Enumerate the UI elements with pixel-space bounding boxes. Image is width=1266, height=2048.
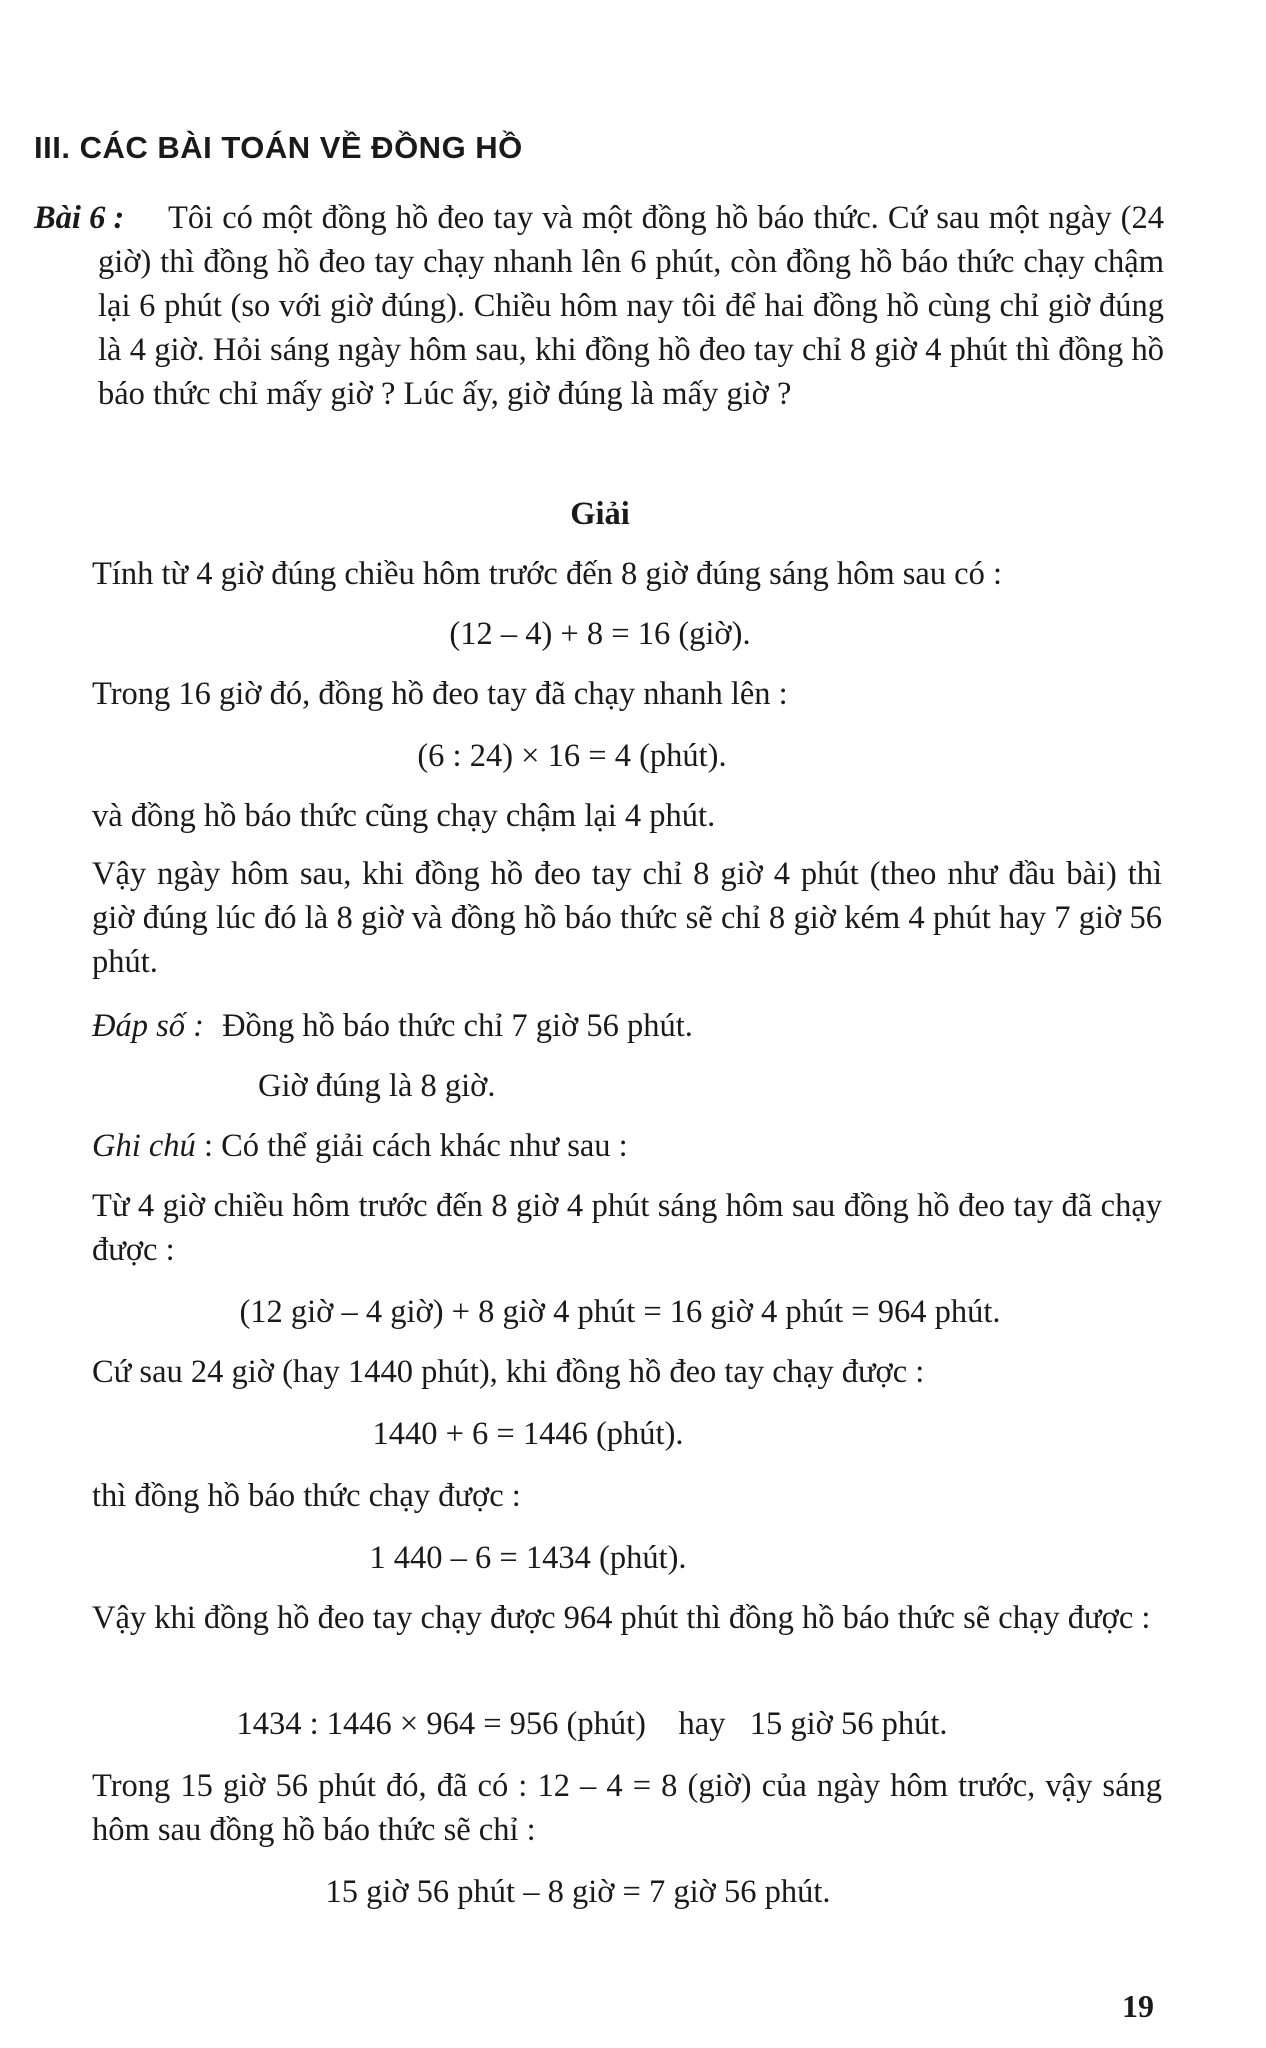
note-label: Ghi chú bbox=[92, 1128, 196, 1164]
problem-label: Bài 6 : bbox=[34, 200, 125, 236]
answer-text-2: Giờ đúng là 8 giờ. bbox=[258, 1068, 496, 1104]
problem-text: Tôi có một đồng hồ đeo tay và một đồng hồ báo thức. Cứ sau một ngày (24 giờ) thì đồng hồ đeo tay chạy nhanh lên 6 phút, còn đồng hồ báo thức chạy chậm lại 6 phút (so với giờ đúng). Chiều hôm nay tôi để hai đồng hồ cùng chỉ giờ đúng là 4 giờ. Hỏi sáng ngày hôm sau, khi đồng hồ đeo tay chỉ 8 giờ 4 phút thì đồng hồ báo thức chỉ mấy giờ ? Lúc ấy, giờ đúng là mấy giờ ? bbox=[98, 200, 1164, 412]
section-title: III. CÁC BÀI TOÁN VỀ ĐỒNG HỒ bbox=[34, 130, 523, 165]
answer-text-1: Đồng hồ báo thức chỉ 7 giờ 56 phút. bbox=[222, 1008, 693, 1044]
solution-paragraph-1: Tính từ 4 giờ đúng chiều hôm trước đến 8 giờ đúng sáng hôm sau có : bbox=[92, 556, 1002, 592]
solution-paragraph-8: Vậy khi đồng hồ đeo tay chạy được 964 phút thì đồng hồ báo thức sẽ chạy được : bbox=[92, 1600, 1151, 1636]
answer-line-1 bbox=[92, 1004, 1162, 1048]
solution-paragraph-3: và đồng hồ báo thức cũng chạy chậm lại 4 phút. bbox=[92, 798, 716, 834]
page-number: 19 bbox=[1122, 1988, 1154, 2024]
equation-5: 1 440 – 6 = 1434 (phút). bbox=[369, 1540, 687, 1576]
equation-6: 1434 : 1446 × 964 = 956 (phút) hay 15 giờ 56 phút. bbox=[236, 1706, 948, 1742]
note-text: : Có thể giải cách khác như sau : bbox=[203, 1128, 628, 1164]
answer-label: Đáp số : bbox=[92, 1008, 204, 1044]
solution-heading: Giải bbox=[570, 496, 630, 532]
equation-7: 15 giờ 56 phút – 8 giờ = 7 giờ 56 phút. bbox=[325, 1874, 831, 1910]
solution-paragraph-4: Vậy ngày hôm sau, khi đồng hồ đeo tay chỉ 8 giờ 4 phút (theo như đầu bài) thì giờ đúng lúc đó là 8 giờ và đồng hồ báo thức sẽ chỉ 8 giờ kém 4 phút hay 7 giờ 56 phút. bbox=[92, 856, 1162, 980]
solution-paragraph-6: Cứ sau 24 giờ (hay 1440 phút), khi đồng hồ đeo tay chạy được : bbox=[92, 1354, 925, 1390]
problem-6 bbox=[34, 196, 1164, 416]
equation-3: (12 giờ – 4 giờ) + 8 giờ 4 phút = 16 giờ 4 phút = 964 phút. bbox=[239, 1294, 1001, 1330]
equation-1: (12 – 4) + 8 = 16 (giờ). bbox=[449, 616, 751, 652]
equation-2: (6 : 24) × 16 = 4 (phút). bbox=[417, 738, 727, 774]
solution-paragraph-9: Trong 15 giờ 56 phút đó, đã có : 12 – 4 = 8 (giờ) của ngày hôm trước, vậy sáng hôm sau đồng hồ báo thức sẽ chỉ : bbox=[92, 1768, 1162, 1848]
solution-paragraph-2: Trong 16 giờ đó, đồng hồ đeo tay đã chạy nhanh lên : bbox=[92, 676, 788, 712]
solution-paragraph-7: thì đồng hồ báo thức chạy được : bbox=[92, 1478, 521, 1514]
note-line bbox=[92, 1124, 1162, 1168]
equation-4: 1440 + 6 = 1446 (phút). bbox=[372, 1416, 684, 1452]
solution-paragraph-5: Từ 4 giờ chiều hôm trước đến 8 giờ 4 phút sáng hôm sau đồng hồ đeo tay đã chạy được : bbox=[92, 1188, 1162, 1268]
